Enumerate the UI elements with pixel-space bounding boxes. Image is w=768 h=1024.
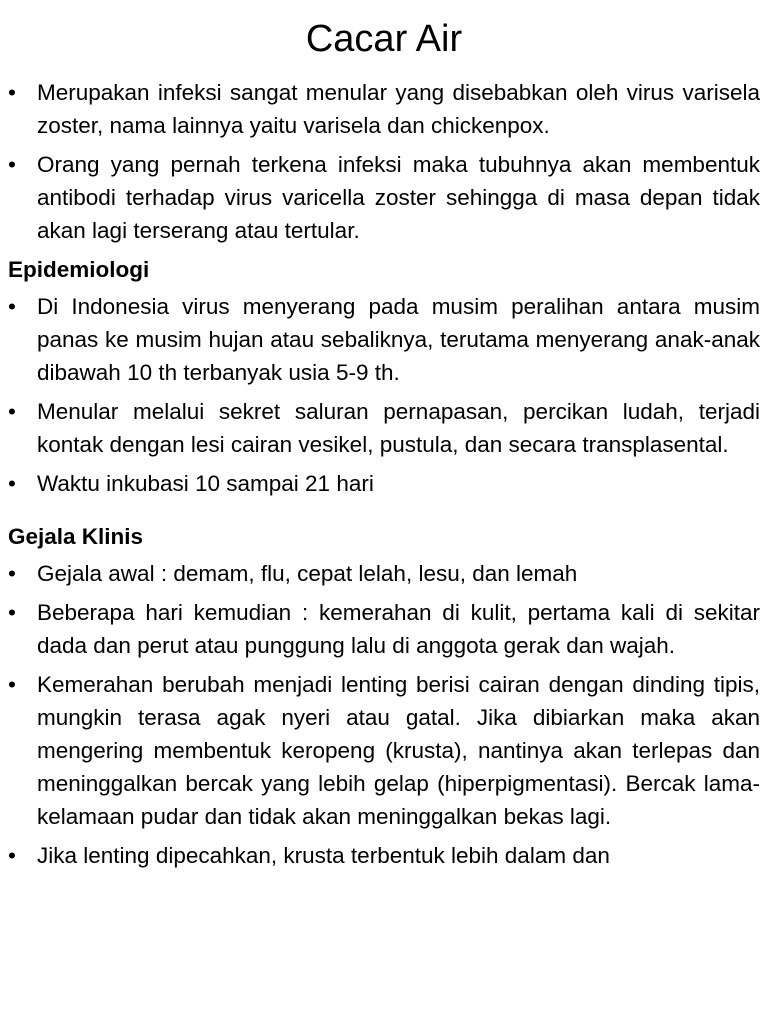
bullet-text: Kemerahan berubah menjadi lenting berisi cairan dengan dinding tipis, mungkin terasa agak nyeri atau gatal. Jika dibiarkan maka akan mengering membentuk keropeng (krusta), nantinya akan terlepas dan meninggalkan bercak yang lebih gelap (hiperpigmentasi). Bercak lama-kelamaan pudar dan tidak akan meninggalkan bekas lagi. — [37, 672, 760, 829]
bullet-text: Merupakan infeksi sangat menular yang disebabkan oleh virus varisela zoster, nama lainnya yaitu varisela dan chickenpox. — [37, 80, 760, 138]
slide-content — [8, 76, 760, 878]
bullet-marker: • — [8, 152, 16, 177]
intro-bullet — [8, 148, 760, 247]
bullet-text: Di Indonesia virus menyerang pada musim peralihan antara musim panas ke musim hujan atau sebaliknya, terutama menyerang anak-anak dibawah 10 th terbanyak usia 5-9 th. — [37, 294, 760, 385]
bullet-marker: • — [8, 80, 16, 105]
gejala-bullet — [8, 668, 760, 833]
gejala-bullet — [8, 839, 760, 872]
bullet-text: Waktu inkubasi 10 sampai 21 hari — [37, 471, 374, 496]
bullet-marker: • — [8, 561, 16, 586]
gejala-bullet — [8, 557, 760, 590]
epidemiologi-bullet — [8, 290, 760, 389]
epidemiologi-bullet — [8, 395, 760, 461]
section-heading-gejala-klinis: Gejala Klinis — [8, 524, 144, 549]
section-heading-epidemiologi: Epidemiologi — [8, 257, 150, 282]
bullet-marker: • — [8, 600, 16, 625]
bullet-marker: • — [8, 843, 16, 868]
bullet-text: Beberapa hari kemudian : kemerahan di kulit, pertama kali di sekitar dada dan perut atau punggung lalu di anggota gerak dan wajah. — [37, 600, 760, 658]
bullet-text: Orang yang pernah terkena infeksi maka tubuhnya akan membentuk antibodi terhadap virus varicella zoster sehingga di masa depan tidak akan lagi terserang atau tertular. — [37, 152, 760, 243]
bullet-text: Jika lenting dipecahkan, krusta terbentuk lebih dalam dan — [37, 843, 610, 868]
bullet-marker: • — [8, 471, 16, 496]
bullet-text: Gejala awal : demam, flu, cepat lelah, lesu, dan lemah — [37, 561, 578, 586]
bullet-marker: • — [8, 399, 16, 424]
slide-title: Cacar Air — [305, 18, 463, 60]
gejala-bullet — [8, 596, 760, 662]
epidemiologi-bullet — [8, 467, 760, 500]
bullet-text: Menular melalui sekret saluran pernapasan, percikan ludah, terjadi kontak dengan lesi cairan vesikel, pustula, dan secara transplasental. — [37, 399, 760, 457]
bullet-marker: • — [8, 672, 16, 697]
intro-bullet — [8, 76, 760, 142]
bullet-marker: • — [8, 294, 16, 319]
